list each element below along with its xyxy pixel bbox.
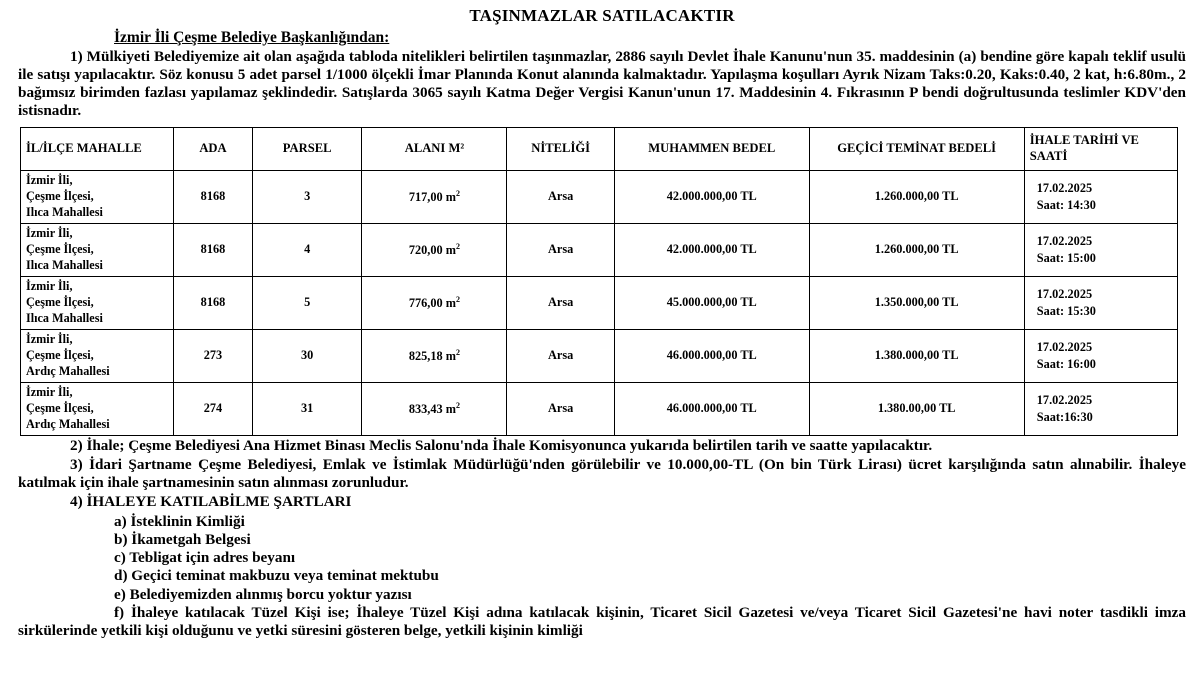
col-header-muhammen-bedel: MUHAMMEN BEDEL	[614, 127, 809, 170]
paragraph-2	[18, 437, 1186, 455]
cell-ada: 273	[174, 329, 253, 382]
cell-tarih: 17.02.2025 Saat: 14:30	[1024, 170, 1177, 223]
cell-ada: 8168	[174, 223, 253, 276]
table-row	[21, 223, 1178, 276]
cell-ada: 8168	[174, 276, 253, 329]
list-item: a) İsteklinin Kimliği	[114, 512, 245, 530]
cell-tarih: 17.02.2025 Saat:16:30	[1024, 382, 1177, 435]
col-header-alan: ALANI M²	[362, 127, 507, 170]
paragraph-1-text: 1) Mülkiyeti Belediyemize ait olan aşağıda tabloda nitelikleri belirtilen taşınmazlar, 2886 sayılı Devlet İhale Kanunu'nun 35. maddesinin (a) bendine göre kapalı teklif usulü ile satışı yapılacaktır. Söz konusu 5 adet parsel 1/1000 ölçekli İmar Planında Konut alanında kalmaktadır. Yapılaşma koşulları Ayrık Nizam Taks:0.20, Kaks:0.40, 2 kat, h:6.80m., 2 bağımsız birimden fazlası yapılamaz şeklindedir. Satışlarda 3065 sayılı Katma Değer Vergisi Kanun'unun 17. Maddesinin 4. Fıkrasının P bendi doğrultusunda teslimler KDV'den istisnadır.	[18, 48, 1186, 119]
cell-tarih: 17.02.2025 Saat: 16:00	[1024, 329, 1177, 382]
section-heading-4: 4) İHALEYE KATILABİLME ŞARTLARI	[70, 492, 352, 510]
col-header-nitelik: NİTELİĞİ	[507, 127, 615, 170]
cell-alan: 776,00 $m^2$	[362, 276, 507, 329]
cell-mahalle: İzmir İli, Çeşme İlçesi, Ilıca Mahallesi	[21, 276, 174, 329]
cell-mahalle: İzmir İli, Çeşme İlçesi, Ilıca Mahallesi	[21, 223, 174, 276]
properties-table	[20, 127, 1178, 436]
cell-tarih: 17.02.2025 Saat: 15:30	[1024, 276, 1177, 329]
cell-mahalle: İzmir İli, Çeşme İlçesi, Ardıç Mahallesi	[21, 329, 174, 382]
table-row	[21, 329, 1178, 382]
cell-parsel: 4	[252, 223, 362, 276]
table-header-row	[21, 127, 1178, 170]
cell-mahalle: İzmir İli, Çeşme İlçesi, Ardıç Mahallesi	[21, 382, 174, 435]
paragraph-3-text: 3) İdari Şartname Çeşme Belediyesi, Emlak ve İstimlak Müdürlüğü'nden görülebilir ve 10.000,00-TL (On bin Türk Lirası) ücret karşılığında satın alınabilir. İhaleye katılmak için ihale şartnamesinin satın alınması zorunludur.	[18, 455, 1186, 491]
col-header-gecici-teminat: GEÇİCİ TEMİNAT BEDELİ	[809, 127, 1024, 170]
cell-alan: 833,43 $m^2$	[362, 382, 507, 435]
paragraph-1	[18, 48, 1186, 120]
cell-muhammen: 45.000.000,00 TL	[614, 276, 809, 329]
table-row	[21, 170, 1178, 223]
paragraph-3	[18, 456, 1186, 492]
cell-teminat: 1.350.000,00 TL	[809, 276, 1024, 329]
cell-alan: 825,18 $m^2$	[362, 329, 507, 382]
list-item: c) Tebligat için adres beyanı	[114, 549, 296, 567]
cell-tarih: 17.02.2025 Saat: 15:00	[1024, 223, 1177, 276]
cell-parsel: 31	[252, 382, 362, 435]
cell-muhammen: 42.000.000,00 TL	[614, 223, 809, 276]
cell-muhammen: 42.000.000,00 TL	[614, 170, 809, 223]
col-header-mahalle: İL/İLÇE MAHALLE	[21, 127, 174, 170]
cell-muhammen: 46.000.000,00 TL	[614, 382, 809, 435]
paragraph-2-text: 2) İhale; Çeşme Belediyesi Ana Hizmet Binası Meclis Salonu'nda İhale Komisyonunca yukarıda belirtilen tarih ve saatte yapılacaktır.	[70, 436, 933, 454]
cell-nitelik: Arsa	[507, 382, 615, 435]
issuer-subtitle: İzmir İli Çeşme Belediye Başkanlığından:	[114, 29, 390, 46]
cell-ada: 274	[174, 382, 253, 435]
cell-muhammen: 46.000.000,00 TL	[614, 329, 809, 382]
table-row	[21, 382, 1178, 435]
cell-alan: 717,00 $m^2$	[362, 170, 507, 223]
page-title: TAŞINMAZLAR SATILACAKTIR	[469, 6, 735, 25]
table-row	[21, 276, 1178, 329]
list-item: b) İkametgah Belgesi	[114, 530, 251, 548]
list-item: e) Belediyemizden alınmış borcu yoktur yazısı	[114, 585, 412, 603]
list-item: f) İhaleye katılacak Tüzel Kişi ise; İhaleye Tüzel Kişi adına katılacak kişinin, Ticaret Sicil Gazetesi ve/veya Ticaret Sicil Gazetesi'ne havi noter tasdikli imza sirkülerinde yetkili kişi olduğunu ve yetki süresini gösteren belge, yetkili kişinin kimliği	[18, 603, 1186, 639]
cell-ada: 8168	[174, 170, 253, 223]
cell-parsel: 3	[252, 170, 362, 223]
col-header-parsel: PARSEL	[252, 127, 362, 170]
cell-nitelik: Arsa	[507, 276, 615, 329]
cell-teminat: 1.380.000,00 TL	[809, 329, 1024, 382]
cell-nitelik: Arsa	[507, 223, 615, 276]
cell-alan: 720,00 $m^2$	[362, 223, 507, 276]
cell-nitelik: Arsa	[507, 170, 615, 223]
cell-mahalle: İzmir İli, Çeşme İlçesi, Ilıca Mahallesi	[21, 170, 174, 223]
cell-teminat: 1.260.000,00 TL	[809, 223, 1024, 276]
cell-teminat: 1.260.000,00 TL	[809, 170, 1024, 223]
col-header-ihale-tarihi: İHALE TARİHİ VE SAATİ	[1024, 127, 1177, 170]
list-item: d) Geçici teminat makbuzu veya teminat mektubu	[114, 567, 439, 585]
col-header-ada: ADA	[174, 127, 253, 170]
conditions-list	[18, 513, 1186, 641]
cell-parsel: 30	[252, 329, 362, 382]
cell-nitelik: Arsa	[507, 329, 615, 382]
cell-teminat: 1.380.00,00 TL	[809, 382, 1024, 435]
cell-parsel: 5	[252, 276, 362, 329]
